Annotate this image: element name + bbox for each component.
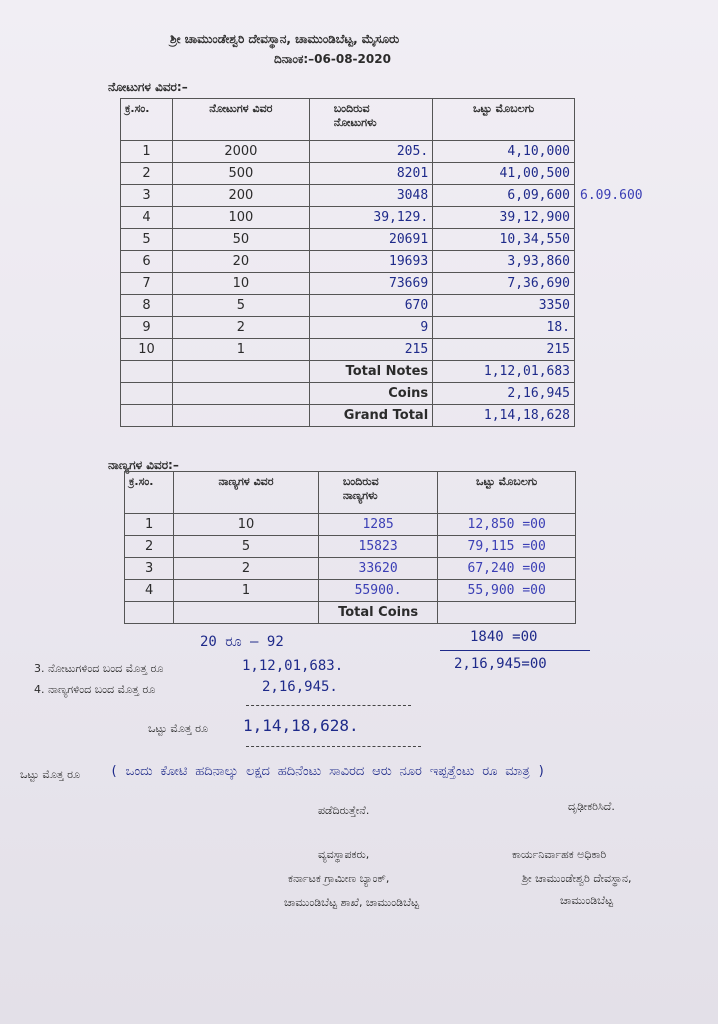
count-cell: 215 (309, 339, 432, 361)
temple-name: ಶ್ರೀ ಚಾಮುಂಡೇಶ್ವರಿ ದೇವಸ್ಥಾನ, (522, 872, 632, 885)
count-cell: 19693 (309, 251, 432, 273)
handwritten-underline (440, 650, 590, 651)
temple-title: ಶ್ರೀ ಚಾಮುಂಡೇಶ್ವರಿ ದೇವಸ್ಥಾನ, ಚಾಮುಂಡಿಬೆಟ್ಟ, ಮೈಸೂರು (170, 32, 400, 46)
amount-cell: 39,12,900 (433, 207, 575, 229)
amount-cell: 67,240 =00 (438, 558, 576, 580)
amount-cell: 215 (433, 339, 575, 361)
sno-cell: 4 (125, 580, 174, 602)
coins-label: Coins (309, 383, 432, 405)
handwritten-coins-total: 2,16,945=00 (454, 656, 547, 672)
table-row (121, 163, 575, 185)
amount-cell: 18. (433, 317, 575, 339)
amount-in-words-label: ಒಟ್ಟು ಮೊತ್ತ ರೂ (20, 768, 80, 781)
denom-cell: 2000 (173, 141, 310, 163)
amount-cell: 10,34,550 (433, 229, 575, 251)
col-denom: ನಾಣ್ಯಗಳ ವಿವರ (174, 472, 319, 514)
coins-row (121, 383, 575, 405)
notes-table-header (121, 99, 575, 141)
bank-name: ಕರ್ನಾಟಕ ಗ್ರಾಮೀಣ ಬ್ಯಾಂಕ್, (288, 872, 390, 885)
table-row (121, 185, 575, 207)
certified-label: ದೃಢೀಕರಿಸಿದೆ. (568, 800, 615, 813)
col-amount: ಒಟ್ಟು ಮೊಬಲಗು (433, 99, 575, 141)
denom-cell: 2 (173, 317, 310, 339)
denom-cell: 10 (173, 273, 310, 295)
sno-cell: 4 (121, 207, 173, 229)
notes-amount-value: 1,12,01,683. (242, 658, 344, 674)
table-row (125, 580, 576, 602)
table-row (121, 207, 575, 229)
received-label: ಪಡೆದಿರುತ್ತೇನೆ. (318, 804, 370, 817)
coins-table-header (125, 472, 576, 514)
coins-amount-label: 4. ನಾಣ್ಯಗಳಿಂದ ಬಂದ ಮೊತ್ತ ರೂ (34, 683, 156, 696)
denom-cell: 100 (173, 207, 310, 229)
denom-cell: 200 (173, 185, 310, 207)
denom-cell: 20 (173, 251, 310, 273)
sno-cell: 1 (125, 514, 174, 536)
col-count: ಬಂದಿರುವ ನೋಟುಗಳು (309, 99, 432, 141)
col-sno: ಕ್ರ.ಸಂ. (121, 99, 173, 141)
table-row (125, 514, 576, 536)
sno-cell: 2 (121, 163, 173, 185)
count-cell: 39,129. (309, 207, 432, 229)
count-cell: 15823 (318, 536, 438, 558)
amount-cell: 12,850 =00 (438, 514, 576, 536)
total-notes-label: Total Notes (309, 361, 432, 383)
total-notes-row (121, 361, 575, 383)
denom-cell: 5 (174, 536, 319, 558)
count-cell: 205. (309, 141, 432, 163)
denom-cell: 500 (173, 163, 310, 185)
table-row (125, 558, 576, 580)
total-amount-label: ಒಟ್ಟು ಮೊತ್ತ ರೂ (148, 722, 208, 735)
col-count: ಬಂದಿರುವ ನಾಣ್ಯಗಳು (318, 472, 438, 514)
table-row (121, 141, 575, 163)
coins-value: 2,16,945 (433, 383, 575, 405)
amount-cell: 41,00,500 (433, 163, 575, 185)
total-amount-value: 1,14,18,628. (243, 716, 359, 735)
divider (246, 746, 421, 747)
notes-amount-label: 3. ನೋಟುಗಳಿಂದ ಬಂದ ಮೊತ್ತ ರೂ (34, 662, 164, 675)
amount-cell: 4,10,000 (433, 141, 575, 163)
denom-cell: 10 (174, 514, 319, 536)
col-sno: ಕ್ರ.ಸಂ. (125, 472, 174, 514)
sno-cell: 10 (121, 339, 173, 361)
coins-section-heading: ನಾಣ್ಯಗಳ ವಿವರ:– (108, 458, 179, 472)
count-cell: 20691 (309, 229, 432, 251)
sno-cell: 2 (125, 536, 174, 558)
amount-cell: 3,93,860 (433, 251, 575, 273)
count-cell: 8201 (309, 163, 432, 185)
count-cell: 33620 (318, 558, 438, 580)
document-date: ದಿನಾಂಕ:–06-08-2020 (274, 52, 391, 66)
total-coins-row (125, 602, 576, 624)
sno-cell: 6 (121, 251, 173, 273)
coins-amount-value: 2,16,945. (262, 679, 338, 695)
margin-note: 6.09.600 (580, 188, 643, 203)
bank-branch: ಚಾಮುಂಡಿಬೆಟ್ಟ ಶಾಖೆ, ಚಾಮುಂಡಿಬೆಟ್ಟ (284, 896, 420, 909)
amount-cell: 7,36,690 (433, 273, 575, 295)
sno-cell: 3 (121, 185, 173, 207)
count-cell: 9 (309, 317, 432, 339)
table-row (121, 295, 575, 317)
amount-cell: 6,09,600 (433, 185, 575, 207)
sno-cell: 8 (121, 295, 173, 317)
handwritten-coin-subtotal: 1840 =00 (470, 629, 538, 645)
table-row (121, 339, 575, 361)
denom-cell: 5 (173, 295, 310, 317)
table-row (121, 251, 575, 273)
sno-cell: 7 (121, 273, 173, 295)
denom-cell: 1 (173, 339, 310, 361)
denom-cell: 50 (173, 229, 310, 251)
table-row (121, 317, 575, 339)
executive-officer-title: ಕಾರ್ಯನಿರ್ವಾಹಕ ಅಧಿಕಾರಿ (512, 848, 607, 861)
count-cell: 670 (309, 295, 432, 317)
bank-manager-title: ವ್ಯವಸ್ಥಾಪಕರು, (318, 848, 370, 861)
table-row (121, 273, 575, 295)
count-cell: 55900. (318, 580, 438, 602)
table-row (125, 536, 576, 558)
divider (246, 705, 411, 706)
count-cell: 3048 (309, 185, 432, 207)
notes-table (120, 98, 575, 427)
sno-cell: 9 (121, 317, 173, 339)
denom-cell: 2 (174, 558, 319, 580)
sno-cell: 5 (121, 229, 173, 251)
handwritten-coin-note: 20 ರೂ — 92 (200, 634, 284, 650)
sno-cell: 1 (121, 141, 173, 163)
grand-total-label: Grand Total (309, 405, 432, 427)
amount-cell: 3350 (433, 295, 575, 317)
total-coins-label: Total Coins (318, 602, 438, 624)
grand-total-row (121, 405, 575, 427)
total-notes-value: 1,12,01,683 (433, 361, 575, 383)
grand-total-value: 1,14,18,628 (433, 405, 575, 427)
denom-cell: 1 (174, 580, 319, 602)
notes-section-heading: ನೋಟುಗಳ ವಿವರ:– (108, 80, 188, 94)
sno-cell: 3 (125, 558, 174, 580)
coins-table (124, 471, 576, 624)
amount-cell: 55,900 =00 (438, 580, 576, 602)
table-row (121, 229, 575, 251)
col-denom: ನೋಟುಗಳ ವಿವರ (173, 99, 310, 141)
count-cell: 73669 (309, 273, 432, 295)
amount-cell: 79,115 =00 (438, 536, 576, 558)
count-cell: 1285 (318, 514, 438, 536)
temple-location: ಚಾಮುಂಡಿಬೆಟ್ಟ (560, 894, 614, 907)
col-amount: ಒಟ್ಟು ಮೊಬಲಗು (438, 472, 576, 514)
amount-in-words: ( ಒಂದು ಕೋಟಿ ಹದಿನಾಲ್ಕು ಲಕ್ಷದ ಹದಿನೆಂಟು ಸಾವಿರದ ಆರು ನೂರ ಇಪ್ಪತ್ತೆಂಟು ರೂ ಮಾತ್ರ ) (110, 764, 546, 779)
